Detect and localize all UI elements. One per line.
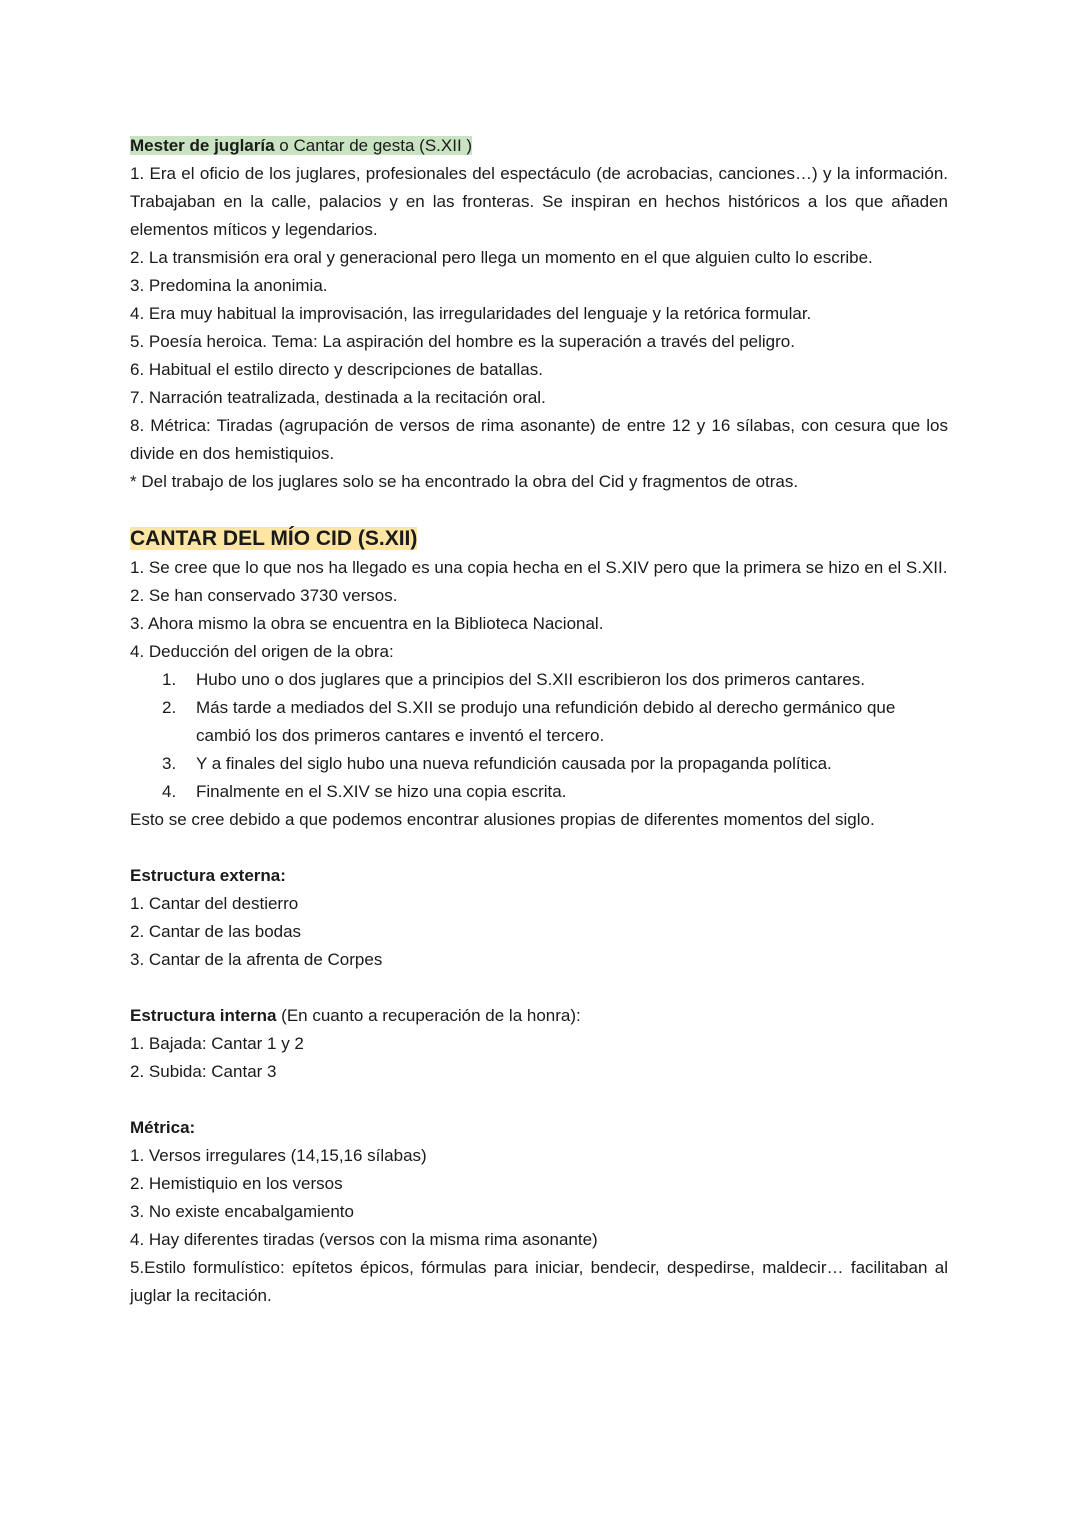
list-item: 3. Predomina la anonimia. [130, 276, 328, 295]
spacer [130, 834, 948, 862]
list-item: 1. Era el oficio de los juglares, profesionales del espectáculo (de acrobacias, canciones…) y la información. Trabajaban en la calle, palacios y en las fronteras. Se inspiran en hechos históricos a los que añaden elementos míticos y legendarios. [130, 164, 948, 239]
section-mester-title-bold: Mester de juglaría [130, 136, 275, 155]
list-item: 3. Ahora mismo la obra se encuentra en la Biblioteca Nacional. [130, 614, 604, 633]
estructura-externa-heading: Estructura externa: [130, 866, 286, 885]
sub-item-text: Hubo uno o dos juglares que a principios del S.XII escribieron los dos primeros cantares. [196, 670, 866, 689]
sub-item-text: Finalmente en el S.XIV se hizo una copia escrita. [196, 782, 567, 801]
list-item: 4. Era muy habitual la improvisación, las irregularidades del lenguaje y la retórica formular. [130, 304, 812, 323]
list-item: 4. Hay diferentes tiradas (versos con la misma rima asonante) [130, 1230, 598, 1249]
sub-list-item [162, 778, 948, 806]
spacer [130, 974, 948, 1002]
list-item: 2. Subida: Cantar 3 [130, 1062, 277, 1081]
document-body [130, 132, 948, 1310]
list-item: 2. Cantar de las bodas [130, 922, 302, 941]
sub-item-number: 4. [162, 782, 177, 801]
sub-item-number: 1. [162, 670, 177, 689]
section-cid-title: CANTAR DEL MÍO CID (S.XII) [130, 527, 418, 550]
list-item: 1. Se cree que lo que nos ha llegado es una copia hecha en el S.XIV pero que la primera se hizo en el S.XII. [130, 558, 948, 577]
sub-item-number: 2. [162, 698, 177, 717]
list-item: 5. Poesía heroica. Tema: La aspiración del hombre es la superación a través del peligro. [130, 332, 795, 351]
sub-item-text: Y a finales del siglo hubo una nueva refundición causada por la propaganda política. [196, 754, 832, 773]
list-item: 1. Versos irregulares (14,15,16 sílabas) [130, 1146, 427, 1165]
spacer [130, 496, 948, 524]
section-mester-title-rest: o Cantar de gesta (S.XII ) [274, 136, 473, 155]
list-item: 1. Cantar del destierro [130, 894, 299, 913]
estructura-interna-title-rest: (En cuanto a recuperación de la honra): [276, 1006, 581, 1025]
section-mester-heading [130, 132, 948, 160]
sub-item-number: 3. [162, 754, 177, 773]
list-item: 8. Métrica: Tiradas (agrupación de versos de rima asonante) de entre 12 y 16 sílabas, con cesura que los divide en dos hemistiquios. [130, 416, 948, 463]
estructura-interna-title-bold: Estructura interna [130, 1006, 277, 1025]
closing-text: Esto se cree debido a que podemos encontrar alusiones propias de diferentes momentos del siglo. [130, 810, 875, 829]
list-item: 4. Deducción del origen de la obra: [130, 642, 394, 661]
list-item: 2. Hemistiquio en los versos [130, 1174, 343, 1193]
list-item: 3. No existe encabalgamiento [130, 1202, 354, 1221]
sub-list-item [162, 694, 948, 750]
list-item: 6. Habitual el estilo directo y descripciones de batallas. [130, 360, 543, 379]
estructura-interna-heading [130, 1002, 948, 1030]
metrica-heading: Métrica: [130, 1118, 196, 1137]
list-item: 7. Narración teatralizada, destinada a la recitación oral. [130, 388, 546, 407]
section-cid-heading [130, 524, 948, 554]
sub-list-item [162, 750, 948, 778]
sub-item-text: Más tarde a mediados del S.XII se produjo una refundición debido al derecho germánico que cambió los dos primeros cantares e inventó el tercero. [196, 698, 896, 745]
list-item: 3. Cantar de la afrenta de Corpes [130, 950, 383, 969]
list-item: 2. Se han conservado 3730 versos. [130, 586, 398, 605]
sub-list-item [162, 666, 948, 694]
spacer [130, 1086, 948, 1114]
footnote: * Del trabajo de los juglares solo se ha encontrado la obra del Cid y fragmentos de otras. [130, 472, 799, 491]
list-item: 2. La transmisión era oral y generacional pero llega un momento en el que alguien culto lo escribe. [130, 248, 873, 267]
list-item: 1. Bajada: Cantar 1 y 2 [130, 1034, 304, 1053]
list-item: 5.Estilo formulístico: epítetos épicos, fórmulas para iniciar, bendecir, despedirse, maldecir… facilitaban al juglar la recitación. [130, 1258, 948, 1305]
